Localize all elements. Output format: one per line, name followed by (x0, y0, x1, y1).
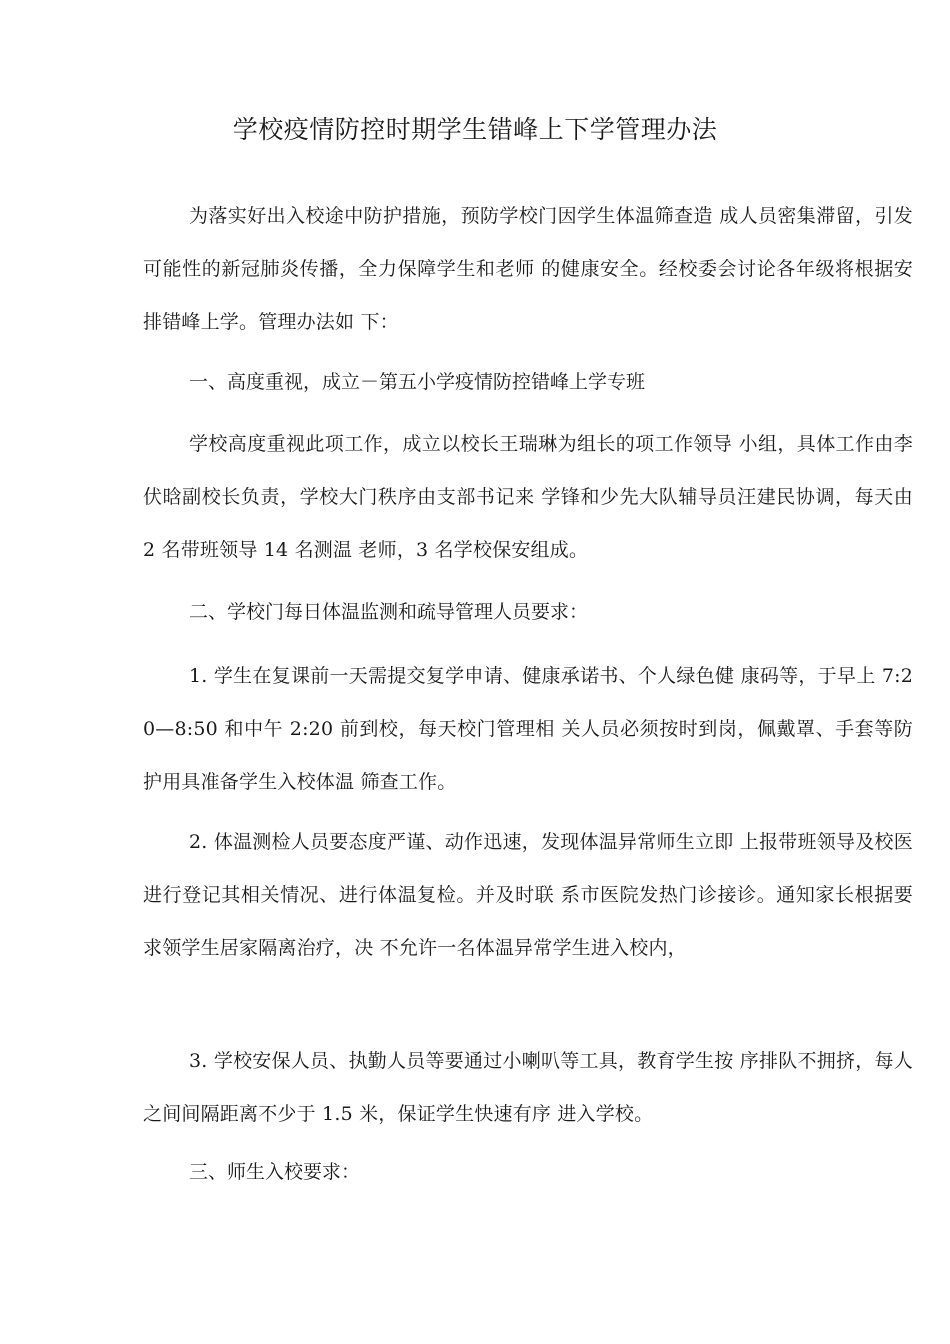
section-heading-1: 一、高度重视，成立－第五小学疫情防控错峰上学专班 (189, 371, 646, 393)
list-item-3: 3. 学校安保人员、执勤人员等要通过小喇叭等工具，教育学生按 序排队不拥挤，每人之间间隔距离不少于 1.5 米，保证学生快速有序 进入学校。 (143, 1050, 913, 1125)
document-title: 学校疫情防控时期学生错峰上下学管理办法 (232, 115, 718, 144)
list-item-1: 1. 学生在复课前一天需提交复学申请、健康承诺书、个人绿色健 康码等，于早上 7:20—8:50 和中午 2:20 前到校，每天校门管理相 关人员必须按时到岗，佩戴罩、手套等防护用具准备学生入校体温 筛查工作。 (143, 665, 913, 793)
section-heading-3: 三、师生入校要求： (189, 1161, 361, 1183)
intro-paragraph: 为落实好出入校途中防护措施，预防学校门因学生体温筛查造 成人员密集滞留，引发可能性的新冠肺炎传播，全力保障学生和老师 的健康安全。经校委会讨论各年级将根据安排错峰上学。管理办法如 下： (143, 205, 913, 333)
list-item-2: 2. 体温测检人员要态度严谨、动作迅速，发现体温异常师生立即 上报带班领导及校医进行登记其相关情况、进行体温复检。并及时联 系市医院发热门诊接诊。通知家长根据要求领学生居家隔离治疗，决 不允许一名体温异常学生进入校内， (143, 831, 913, 959)
section-1-paragraph: 学校高度重视此项工作，成立以校长王瑞琳为组长的项工作领导 小组，具体工作由李伏晗副校长负责，学校大门秩序由支部书记来 学锋和少先大队辅导员汪建民协调，每天由 2 名带班领导 14 名测温 老师，3 名学校保安组成。 (143, 433, 913, 561)
section-heading-2: 二、学校门每日体温监测和疏导管理人员要求： (189, 601, 589, 623)
